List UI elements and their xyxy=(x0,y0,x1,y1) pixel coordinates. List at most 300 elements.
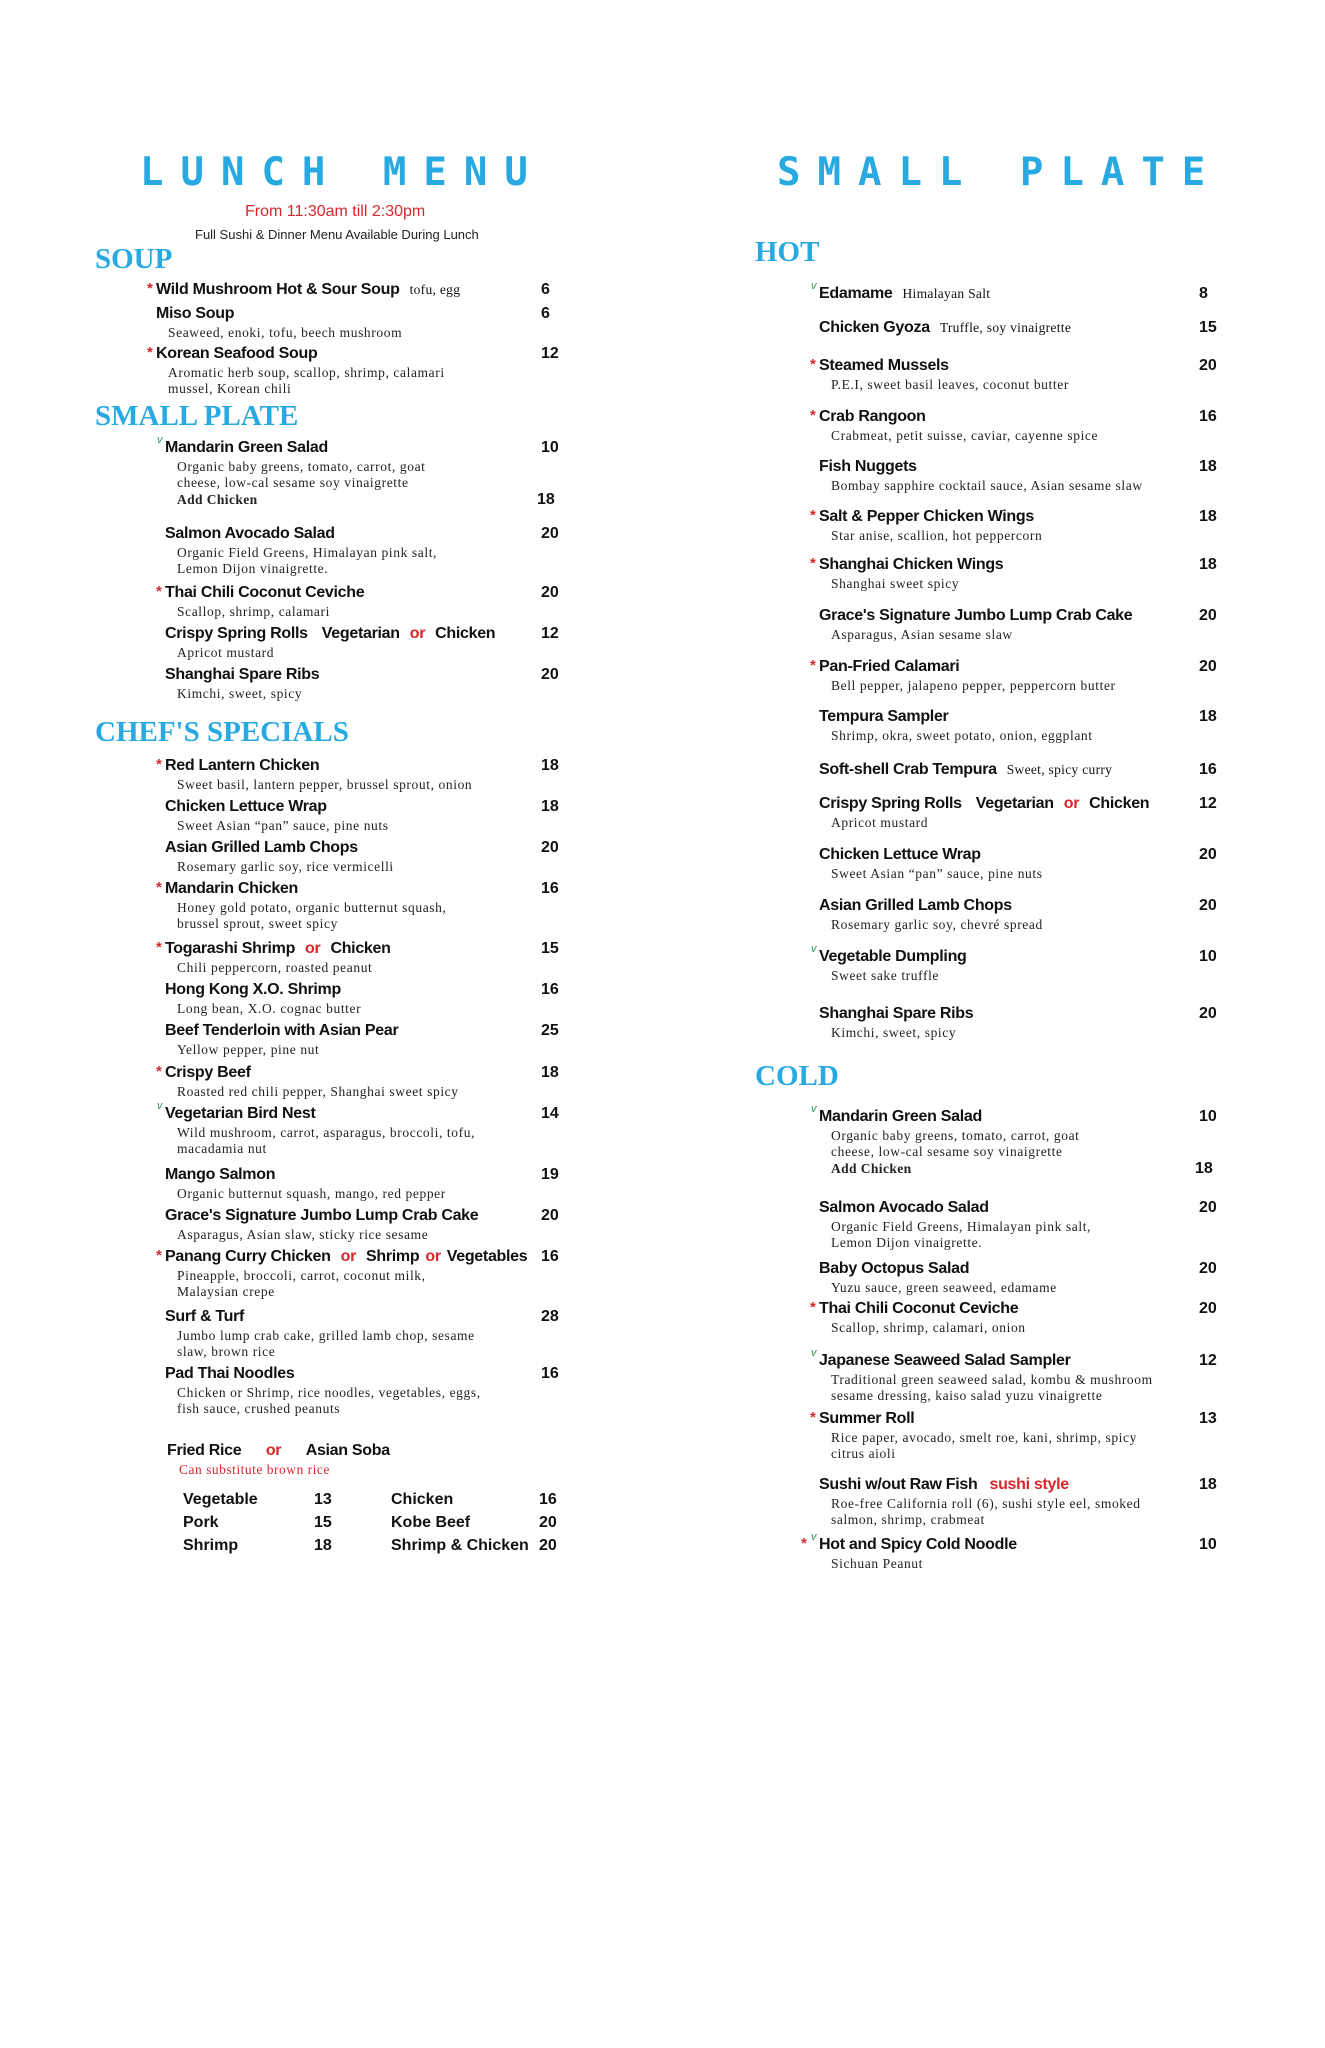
menu-item-style: sushi style xyxy=(989,1476,1069,1493)
menu-item-row xyxy=(165,625,565,645)
or-label: or xyxy=(340,1248,357,1265)
menu-item-row xyxy=(810,356,1217,377)
menu-item-price: 10 xyxy=(1199,1108,1217,1125)
menu-item-name: Edamame xyxy=(819,285,893,302)
menu-item-price: 20 xyxy=(541,666,559,683)
menu-item xyxy=(157,1100,565,1157)
menu-item-price: 18 xyxy=(1199,708,1217,725)
signature-star-icon: * xyxy=(156,879,162,896)
menu-item-description: Apricot mustard xyxy=(831,815,929,830)
menu-item-description: salmon, shrimp, crabmeat xyxy=(831,1512,985,1527)
menu-item xyxy=(810,1299,1217,1336)
menu-item xyxy=(819,1199,1215,1251)
menu-item-row xyxy=(811,280,1215,305)
menu-item-row xyxy=(801,1531,1217,1556)
menu-item-price: 20 xyxy=(541,584,559,601)
menu-item xyxy=(147,280,556,301)
menu-item-name: Sushi w/out Raw Fish xyxy=(819,1476,978,1493)
option-label: Shrimp xyxy=(366,1248,420,1265)
menu-item xyxy=(165,625,565,661)
menu-item-row xyxy=(819,795,1215,815)
menu-item-price: 6 xyxy=(541,305,550,322)
addon-row xyxy=(819,1160,1215,1177)
small-plate-title: SMALL PLATE xyxy=(777,150,1223,195)
menu-item-price: 16 xyxy=(541,1365,559,1382)
fried-option-price: 13 xyxy=(314,1491,332,1508)
menu-item xyxy=(819,458,1215,494)
menu-item-name: Panang Curry Chicken xyxy=(165,1248,331,1265)
menu-item-row xyxy=(819,708,1215,728)
fried-option-name: Pork xyxy=(183,1514,219,1531)
vegetarian-icon: v xyxy=(157,434,163,446)
menu-item xyxy=(811,1103,1217,1177)
menu-item-price: 18 xyxy=(1199,508,1217,525)
fried-option-name: Vegetable xyxy=(183,1491,258,1508)
signature-star-icon: * xyxy=(156,1247,162,1264)
menu-item-description: Asparagus, Asian slaw, sticky rice sesame xyxy=(177,1227,429,1242)
signature-star-icon: * xyxy=(147,344,153,361)
menu-item-row xyxy=(165,1022,565,1042)
asian-soba-label: Asian Soba xyxy=(305,1442,390,1459)
menu-item-name: Mandarin Green Salad xyxy=(819,1108,982,1125)
menu-item-name: Hong Kong X.O. Shrimp xyxy=(165,981,341,998)
menu-item-price: 20 xyxy=(1199,846,1217,863)
menu-item xyxy=(165,981,565,1017)
menu-item xyxy=(819,846,1215,882)
menu-item-description: macadamia nut xyxy=(177,1141,267,1156)
or-label: or xyxy=(409,625,426,642)
menu-item-row xyxy=(810,1409,1217,1430)
menu-item-name: Chicken Gyoza xyxy=(819,319,930,336)
menu-item xyxy=(165,1365,565,1417)
signature-star-icon: * xyxy=(156,756,162,773)
signature-star-icon: * xyxy=(147,280,153,297)
lunch-hours: From 11:30am till 2:30pm xyxy=(245,203,426,220)
menu-item-name: Shanghai Spare Ribs xyxy=(819,1005,974,1022)
menu-item-price: 20 xyxy=(1199,658,1217,675)
menu-item-description: Malaysian crepe xyxy=(177,1284,275,1299)
menu-item-name: Chicken Lettuce Wrap xyxy=(819,846,981,863)
menu-item-price: 15 xyxy=(1199,319,1217,336)
menu-item-price: 20 xyxy=(541,1207,559,1224)
signature-star-icon: * xyxy=(801,1535,807,1552)
menu-item-description: Traditional green seaweed salad, kombu & mushroom xyxy=(831,1372,1153,1387)
menu-item xyxy=(819,1476,1215,1528)
menu-item-row xyxy=(819,607,1215,627)
menu-item-name: Salt & Pepper Chicken Wings xyxy=(819,508,1034,525)
menu-item-row xyxy=(811,1103,1217,1128)
menu-item-price: 16 xyxy=(541,981,559,998)
menu-item xyxy=(156,305,556,341)
menu-item-price: 20 xyxy=(1199,607,1217,624)
menu-item-description: Rice paper, avocado, smelt roe, kani, shrimp, spicy xyxy=(831,1430,1137,1445)
menu-item-name: Crispy Spring Rolls xyxy=(165,625,308,642)
menu-item-price: 13 xyxy=(1199,1410,1217,1427)
menu-item-price: 18 xyxy=(541,757,559,774)
menu-item-description: Lemon Dijon vinaigrette. xyxy=(831,1235,983,1250)
menu-item xyxy=(156,756,565,793)
menu-item-description: Yellow pepper, pine nut xyxy=(177,1042,320,1057)
menu-item-name: Pad Thai Noodles xyxy=(165,1365,295,1382)
menu-item-price: 16 xyxy=(541,1248,559,1265)
menu-item-price: 10 xyxy=(1199,948,1217,965)
menu-item-price: 18 xyxy=(541,798,559,815)
menu-item-row xyxy=(156,879,565,900)
menu-item-row xyxy=(819,458,1215,478)
vegetarian-icon: v xyxy=(811,1103,817,1115)
menu-item-price: 20 xyxy=(1199,897,1217,914)
menu-item-description: Star anise, scallion, hot peppercorn xyxy=(831,528,1043,543)
signature-star-icon: * xyxy=(810,1409,816,1426)
menu-item-description: sesame dressing, kaiso salad yuzu vinaigrette xyxy=(831,1388,1103,1403)
menu-item-name: Grace's Signature Jumbo Lump Crab Cake xyxy=(165,1207,479,1224)
menu-item-inline-desc: tofu, egg xyxy=(409,282,461,297)
menu-item-price: 8 xyxy=(1199,285,1208,302)
menu-item-name: Korean Seafood Soup xyxy=(156,345,318,362)
vegetarian-icon: v xyxy=(157,1100,163,1112)
menu-item-price: 15 xyxy=(541,940,559,957)
menu-item-row xyxy=(165,666,565,686)
menu-item-row xyxy=(165,1166,565,1186)
hot-heading: HOT xyxy=(755,236,820,268)
menu-item-row xyxy=(165,1308,565,1328)
menu-item-description: Roasted red chili pepper, Shanghai sweet spicy xyxy=(177,1084,459,1099)
menu-item-row xyxy=(811,1347,1217,1372)
menu-item-row xyxy=(819,897,1215,917)
menu-item-name: Pan-Fried Calamari xyxy=(819,658,960,675)
fried-option-name: Shrimp & Chicken xyxy=(391,1537,529,1554)
addon-row xyxy=(165,491,565,508)
menu-item-row xyxy=(156,1247,565,1268)
menu-item-description: Chicken or Shrimp, rice noodles, vegetables, eggs, xyxy=(177,1385,481,1400)
fried-option-name: Chicken xyxy=(391,1491,454,1508)
or-label: or xyxy=(1063,795,1080,812)
menu-item xyxy=(810,356,1217,393)
menu-item xyxy=(811,1347,1217,1404)
menu-item-row xyxy=(165,981,565,1001)
menu-item xyxy=(165,1308,565,1360)
menu-item-description: Organic butternut squash, mango, red pepper xyxy=(177,1186,446,1201)
fried-rice-soba xyxy=(167,1442,565,1478)
menu-item-name: Mandarin Green Salad xyxy=(165,439,328,456)
fried-option-price: 20 xyxy=(539,1514,557,1531)
fried-rice-label: Fried Rice xyxy=(167,1442,242,1459)
menu-item-row xyxy=(147,280,556,301)
menu-item xyxy=(156,879,565,932)
menu-item-price: 20 xyxy=(541,525,559,542)
menu-item-inline-desc: Himalayan Salt xyxy=(902,286,991,301)
menu-item xyxy=(156,1063,565,1100)
menu-item-description: cheese, low-cal sesame soy vinaigrette xyxy=(831,1144,1063,1159)
menu-item-description: Jumbo lump crab cake, grilled lamb chop, sesame xyxy=(177,1328,475,1343)
menu-item-row xyxy=(819,1005,1215,1025)
menu-item-row xyxy=(811,943,1217,968)
addon-label: Add Chicken xyxy=(831,1161,912,1176)
menu-item-description: Organic baby greens, tomato, carrot, goat xyxy=(177,459,426,474)
menu-item-description: Sweet sake truffle xyxy=(831,968,940,983)
fried-option-price: 16 xyxy=(539,1491,557,1508)
menu-item-name: Salmon Avocado Salad xyxy=(819,1199,989,1216)
menu-item-price: 18 xyxy=(541,1064,559,1081)
menu-item-price: 6 xyxy=(541,281,550,298)
menu-item xyxy=(147,344,559,397)
menu-item-row xyxy=(156,939,565,960)
menu-item-price: 18 xyxy=(1199,1476,1217,1493)
menu-item-price: 14 xyxy=(541,1105,559,1122)
menu-item-name: Crab Rangoon xyxy=(819,408,926,425)
signature-star-icon: * xyxy=(156,583,162,600)
small-plate-heading: SMALL PLATE xyxy=(95,400,299,432)
menu-item xyxy=(165,798,565,834)
menu-item-price: 12 xyxy=(541,625,559,642)
signature-star-icon: * xyxy=(156,939,162,956)
menu-item-price: 20 xyxy=(541,839,559,856)
menu-item-description: Bombay sapphire cocktail sauce, Asian sesame slaw xyxy=(831,478,1143,493)
menu-item xyxy=(156,1247,565,1300)
menu-item-description: Rosemary garlic soy, chevré spread xyxy=(831,917,1043,932)
menu-item-description: Scallop, shrimp, calamari, onion xyxy=(831,1320,1026,1335)
menu-item xyxy=(801,1531,1217,1572)
menu-item-name: Asian Grilled Lamb Chops xyxy=(165,839,358,856)
menu-item-price: 18 xyxy=(1199,556,1217,573)
menu-item-description: slaw, brown rice xyxy=(177,1344,276,1359)
menu-item-description: cheese, low-cal sesame soy vinaigrette xyxy=(177,475,409,490)
menu-item-name: Miso Soup xyxy=(156,305,235,322)
menu-item xyxy=(810,407,1217,444)
menu-item-name: Asian Grilled Lamb Chops xyxy=(819,897,1012,914)
menu-item-description: Aromatic herb soup, scallop, shrimp, calamari xyxy=(168,365,445,380)
menu-item-name: Steamed Mussels xyxy=(819,357,949,374)
signature-star-icon: * xyxy=(810,507,816,524)
signature-star-icon: * xyxy=(810,407,816,424)
menu-item xyxy=(810,555,1217,592)
menu-item-row xyxy=(156,1063,565,1084)
menu-item xyxy=(165,1207,565,1243)
menu-item xyxy=(819,795,1215,831)
menu-item-description: Organic Field Greens, Himalayan pink salt, xyxy=(831,1219,1092,1234)
menu-item-description: Scallop, shrimp, calamari xyxy=(177,604,330,619)
option-label: Chicken xyxy=(1089,795,1150,812)
menu-item xyxy=(819,607,1215,643)
menu-item-row xyxy=(810,407,1217,428)
menu-item xyxy=(156,583,565,620)
option-label: Vegetarian xyxy=(321,625,400,642)
menu-item-price: 20 xyxy=(1199,1199,1217,1216)
option-label: Vegetarian xyxy=(975,795,1054,812)
option-label: Chicken xyxy=(330,940,391,957)
menu-item-description: P.E.I, sweet basil leaves, coconut butter xyxy=(831,377,1069,392)
menu-item xyxy=(819,708,1215,744)
menu-item-price: 19 xyxy=(541,1166,559,1183)
menu-item xyxy=(811,280,1215,305)
menu-item xyxy=(156,939,565,976)
menu-item-name: Beef Tenderloin with Asian Pear xyxy=(165,1022,399,1039)
menu-item-row xyxy=(165,798,565,818)
menu-item xyxy=(819,897,1215,933)
menu-item xyxy=(165,525,565,577)
cold-heading: COLD xyxy=(755,1060,839,1092)
menu-item-name: Mango Salmon xyxy=(165,1166,276,1183)
fried-option-price: 15 xyxy=(314,1514,332,1531)
menu-item xyxy=(819,319,1215,339)
menu-item-description: Roe-free California roll (6), sushi style eel, smoked xyxy=(831,1496,1141,1511)
menu-item-row xyxy=(165,1365,565,1385)
menu-item-name: Thai Chili Coconut Ceviche xyxy=(165,584,365,601)
addon-price: 18 xyxy=(537,491,555,508)
menu-item-row xyxy=(819,1199,1215,1219)
menu-item-row xyxy=(819,1260,1215,1280)
menu-item-price: 12 xyxy=(1199,1352,1217,1369)
menu-item-name: Red Lantern Chicken xyxy=(165,757,320,774)
menu-item-description: Rosemary garlic soy, rice vermicelli xyxy=(177,859,394,874)
menu-item-inline-desc: Sweet, spicy curry xyxy=(1006,762,1113,777)
menu-item-price: 16 xyxy=(1199,761,1217,778)
menu-item-description: Apricot mustard xyxy=(177,645,275,660)
menu-item-name: Togarashi Shrimp xyxy=(165,940,296,957)
menu-item-name: Tempura Sampler xyxy=(819,708,949,725)
menu-item-row xyxy=(157,434,565,459)
menu-item-name: Fish Nuggets xyxy=(819,458,917,475)
menu-item-row xyxy=(810,1299,1217,1320)
menu-item-name: Vegetable Dumpling xyxy=(819,948,967,965)
menu-item-row xyxy=(157,1100,565,1125)
menu-item-name: Baby Octopus Salad xyxy=(819,1260,970,1277)
menu-item-row xyxy=(819,846,1215,866)
menu-item-name: Shanghai Spare Ribs xyxy=(165,666,320,683)
menu-item-row xyxy=(165,1207,565,1227)
menu-item-description: Kimchi, sweet, spicy xyxy=(177,686,303,701)
menu-item-name: Wild Mushroom Hot & Sour Soup xyxy=(156,281,400,298)
vegetarian-icon: v xyxy=(811,280,817,292)
menu-item-name: Crispy Beef xyxy=(165,1064,251,1081)
menu-item xyxy=(165,666,565,702)
fried-option-price: 18 xyxy=(314,1537,332,1554)
menu-item-price: 28 xyxy=(541,1308,559,1325)
menu-item-description: Sweet Asian “pan” sauce, pine nuts xyxy=(177,818,389,833)
menu-item-description: citrus aioli xyxy=(831,1446,896,1461)
signature-star-icon: * xyxy=(810,555,816,572)
menu-item-row xyxy=(819,761,1215,781)
menu-item-price: 18 xyxy=(1199,458,1217,475)
menu-item-price: 20 xyxy=(1199,1260,1217,1277)
menu-item-description: Organic Field Greens, Himalayan pink salt, xyxy=(177,545,438,560)
signature-star-icon: * xyxy=(810,1299,816,1316)
signature-star-icon: * xyxy=(156,1063,162,1080)
menu-item-price: 16 xyxy=(1199,408,1217,425)
menu-item-description: fish sauce, crushed peanuts xyxy=(177,1401,341,1416)
menu-item xyxy=(819,761,1215,781)
menu-item-row xyxy=(819,1476,1215,1496)
menu-item xyxy=(810,1409,1217,1462)
menu-item-name: Soft-shell Crab Tempura xyxy=(819,761,997,778)
menu-item-description: Crabmeat, petit suisse, caviar, cayenne spice xyxy=(831,428,1099,443)
lunch-note: Full Sushi & Dinner Menu Available During Lunch xyxy=(195,227,479,242)
soup-heading: SOUP xyxy=(95,243,173,275)
menu-item-description: Yuzu sauce, green seaweed, edamame xyxy=(831,1280,1057,1295)
menu-item-row xyxy=(810,657,1217,678)
menu-item-description: Kimchi, sweet, spicy xyxy=(831,1025,957,1040)
brown-rice-note: Can substitute brown rice xyxy=(179,1462,330,1477)
menu-item-inline-desc: Truffle, soy vinaigrette xyxy=(939,320,1072,335)
menu-item-name: Salmon Avocado Salad xyxy=(165,525,335,542)
menu-item-price: 12 xyxy=(1199,795,1217,812)
menu-item-row xyxy=(147,344,559,365)
option-label: Vegetables xyxy=(446,1248,528,1265)
menu-item-row xyxy=(156,756,565,777)
menu-item-row xyxy=(156,583,565,604)
menu-item-name: Japanese Seaweed Salad Sampler xyxy=(819,1352,1071,1369)
menu-item-description: Sweet basil, lantern pepper, brussel sprout, onion xyxy=(177,777,473,792)
menu-item xyxy=(819,1005,1215,1041)
menu-item xyxy=(811,943,1217,984)
menu-item-name: Shanghai Chicken Wings xyxy=(819,556,1004,573)
menu-item-description: Bell pepper, jalapeno pepper, peppercorn butter xyxy=(831,678,1116,693)
menu-item-name: Grace's Signature Jumbo Lump Crab Cake xyxy=(819,607,1133,624)
vegetarian-icon: v xyxy=(811,1347,817,1359)
menu-item-row xyxy=(810,507,1217,528)
menu-item xyxy=(819,1260,1215,1296)
menu-item xyxy=(810,657,1217,694)
menu-item-name: Surf & Turf xyxy=(165,1308,245,1325)
menu-item-description: Shrimp, okra, sweet potato, onion, eggplant xyxy=(831,728,1093,743)
menu-item-name: Thai Chili Coconut Ceviche xyxy=(819,1300,1019,1317)
vegetarian-icon: v xyxy=(811,1531,817,1543)
menu-item xyxy=(165,839,565,875)
vegetarian-icon: v xyxy=(811,943,817,955)
menu-item-description: Honey gold potato, organic butternut squash, xyxy=(177,900,447,915)
lunch-menu-title: LUNCH MENU xyxy=(140,150,545,195)
menu-item-name: Vegetarian Bird Nest xyxy=(165,1105,316,1122)
menu-item-price: 20 xyxy=(1199,1005,1217,1022)
or-label: or xyxy=(265,1442,282,1459)
menu-item-row xyxy=(165,525,565,545)
menu-item-description: Wild mushroom, carrot, asparagus, broccoli, tofu, xyxy=(177,1125,476,1140)
menu-item-description: mussel, Korean chili xyxy=(168,381,292,396)
menu-item-description: Long bean, X.O. cognac butter xyxy=(177,1001,362,1016)
menu-item-price: 10 xyxy=(1199,1536,1217,1553)
menu-item-description: Asparagus, Asian sesame slaw xyxy=(831,627,1013,642)
menu-item-price: 20 xyxy=(1199,357,1217,374)
menu-item-price: 20 xyxy=(1199,1300,1217,1317)
or-label: or xyxy=(305,940,321,957)
menu-item-price: 10 xyxy=(541,439,559,456)
menu-item-name: Hot and Spicy Cold Noodle xyxy=(819,1536,1017,1553)
menu-item-name: Mandarin Chicken xyxy=(165,880,299,897)
menu-item-name: Summer Roll xyxy=(819,1410,915,1427)
menu-item-description: Organic baby greens, tomato, carrot, goat xyxy=(831,1128,1080,1143)
addon-label: Add Chicken xyxy=(177,492,258,507)
chefs-specials-heading: CHEF'S SPECIALS xyxy=(95,716,349,748)
fried-option-name: Kobe Beef xyxy=(391,1514,471,1531)
menu-item-description: brussel sprout, sweet spicy xyxy=(177,916,338,931)
signature-star-icon: * xyxy=(810,657,816,674)
fried-option-price: 20 xyxy=(539,1537,557,1554)
menu-item-description: Sichuan Peanut xyxy=(831,1556,924,1571)
menu-item-price: 25 xyxy=(541,1022,559,1039)
fried-option-name: Shrimp xyxy=(183,1537,239,1554)
menu-item-row xyxy=(819,319,1215,339)
menu-item-description: Seaweed, enoki, tofu, beech mushroom xyxy=(168,325,403,340)
or-label: or xyxy=(425,1248,441,1265)
menu-item xyxy=(810,507,1217,544)
menu-item-name: Chicken Lettuce Wrap xyxy=(165,798,327,815)
menu-item xyxy=(165,1166,565,1202)
menu-item-price: 12 xyxy=(541,345,559,362)
addon-price: 18 xyxy=(1195,1160,1213,1177)
menu-item-row xyxy=(810,555,1217,576)
menu-item xyxy=(165,1022,565,1058)
menu-item-name: Crispy Spring Rolls xyxy=(819,795,962,812)
